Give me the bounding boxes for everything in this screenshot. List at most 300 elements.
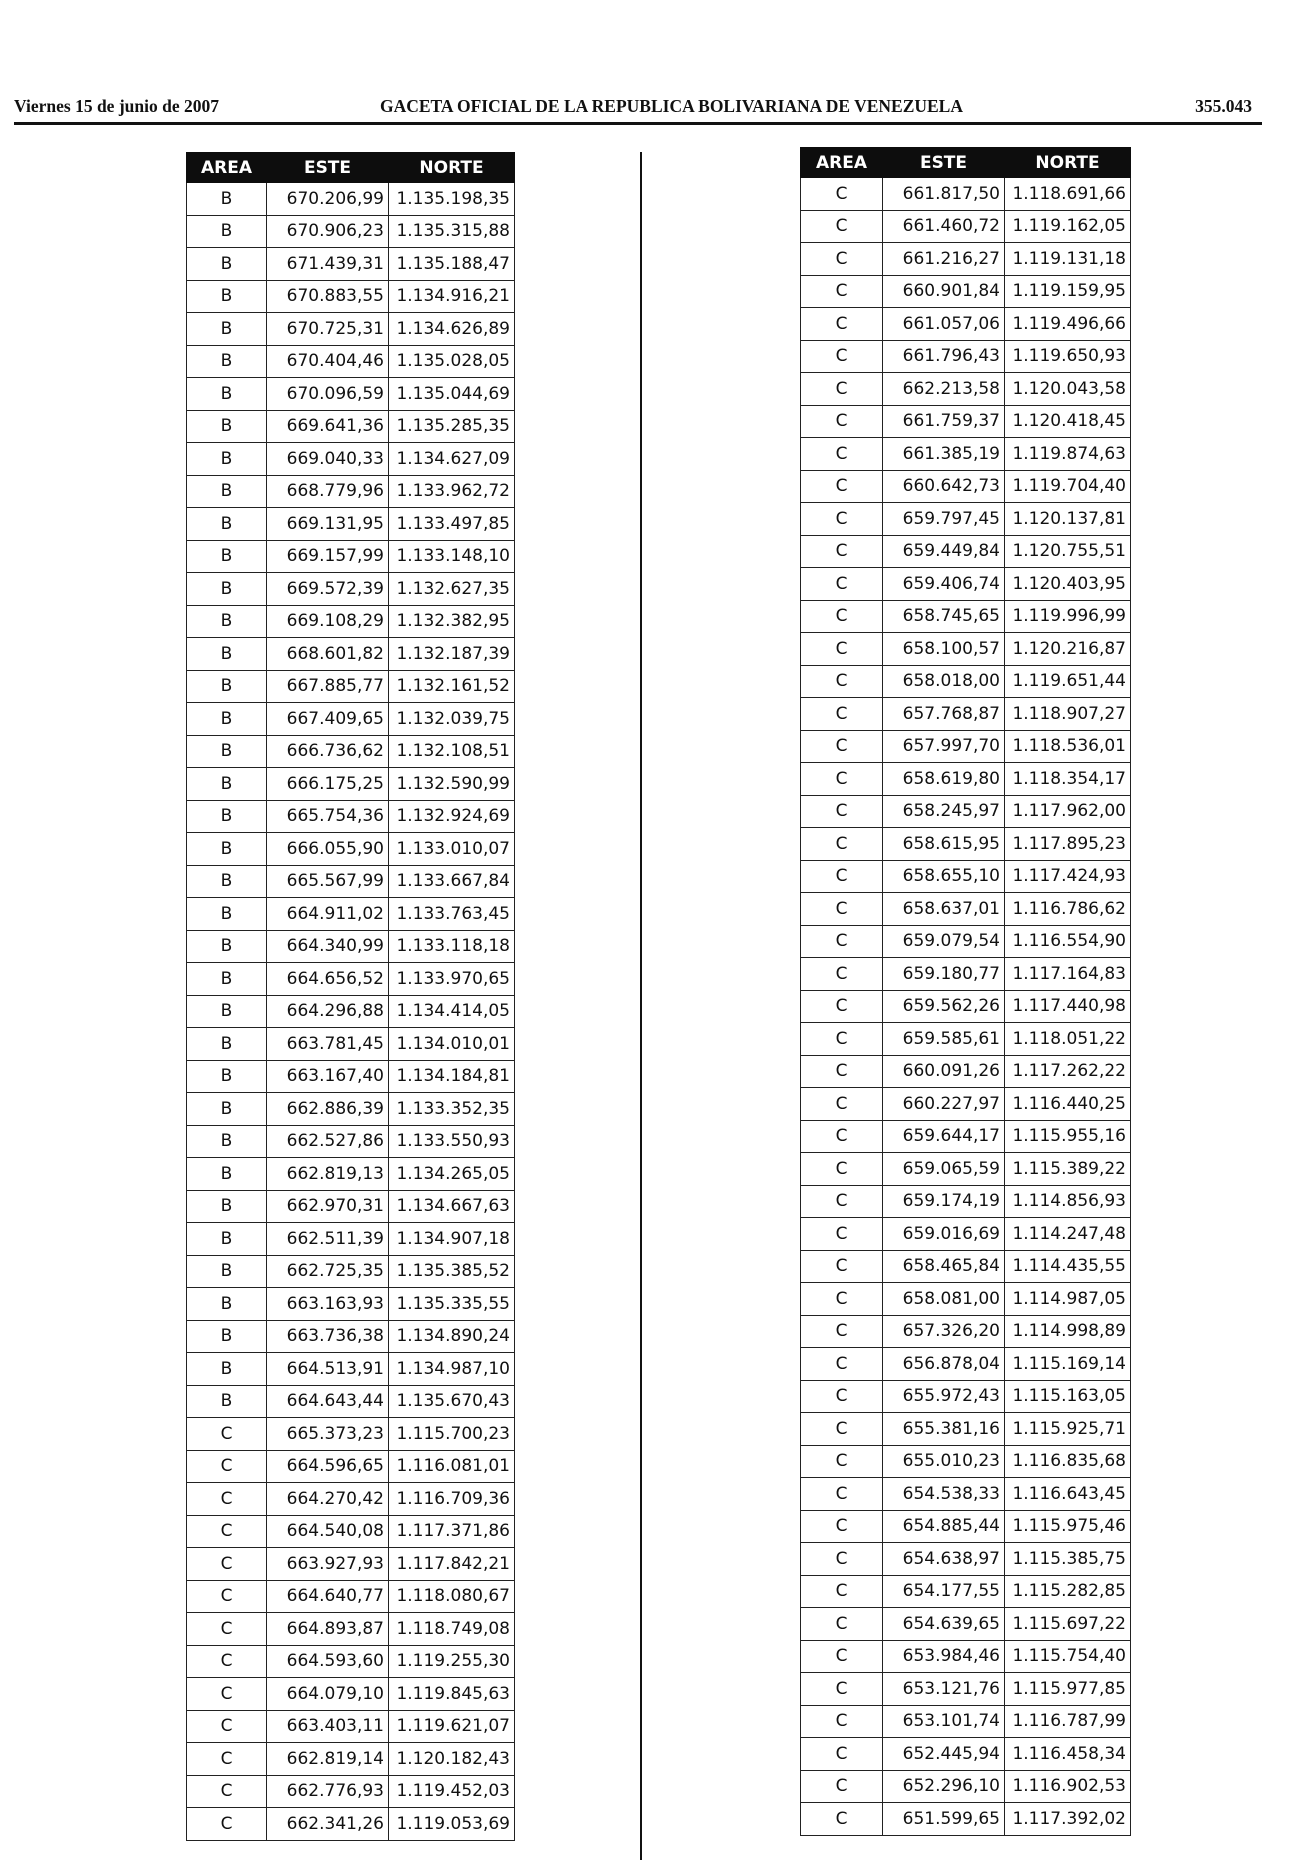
table-row <box>801 1543 1131 1576</box>
cell-area: C <box>801 340 883 373</box>
cell-este: 664.643,44 <box>267 1385 389 1418</box>
cell-este: 669.157,99 <box>267 540 389 573</box>
table-row <box>801 1250 1131 1283</box>
cell-este: 670.725,31 <box>267 313 389 346</box>
cell-area: B <box>187 1223 267 1256</box>
cell-este: 664.513,91 <box>267 1353 389 1386</box>
cell-area: C <box>801 1218 883 1251</box>
cell-area: B <box>187 670 267 703</box>
cell-norte: 1.117.164,83 <box>1005 958 1131 991</box>
cell-este: 669.131,95 <box>267 508 389 541</box>
cell-este: 669.641,36 <box>267 410 389 443</box>
cell-este: 657.326,20 <box>883 1315 1005 1348</box>
table-row <box>801 340 1131 373</box>
cell-este: 659.449,84 <box>883 535 1005 568</box>
table-row <box>801 210 1131 243</box>
cell-area: C <box>801 1673 883 1706</box>
table-row <box>801 958 1131 991</box>
table-row <box>801 990 1131 1023</box>
cell-norte: 1.132.187,39 <box>389 638 515 671</box>
cell-area: C <box>801 665 883 698</box>
table-row <box>187 378 515 411</box>
cell-este: 665.754,36 <box>267 800 389 833</box>
cell-este: 670.404,46 <box>267 345 389 378</box>
table-row <box>187 963 515 996</box>
cell-este: 664.640,77 <box>267 1580 389 1613</box>
cell-este: 656.878,04 <box>883 1348 1005 1381</box>
cell-este: 659.562,26 <box>883 990 1005 1023</box>
cell-este: 664.596,65 <box>267 1450 389 1483</box>
cell-area: C <box>187 1743 267 1776</box>
table-row <box>801 1185 1131 1218</box>
cell-norte: 1.115.282,85 <box>1005 1575 1131 1608</box>
cell-norte: 1.117.262,22 <box>1005 1055 1131 1088</box>
cell-este: 662.776,93 <box>267 1775 389 1808</box>
cell-area: C <box>801 1348 883 1381</box>
cell-area: B <box>187 963 267 996</box>
cell-este: 655.972,43 <box>883 1380 1005 1413</box>
cell-area: C <box>801 568 883 601</box>
cell-este: 668.601,82 <box>267 638 389 671</box>
cell-area: C <box>801 1088 883 1121</box>
table-row <box>187 1190 515 1223</box>
table-row <box>801 1705 1131 1738</box>
cell-area: C <box>801 763 883 796</box>
table-row <box>801 1120 1131 1153</box>
cell-area: C <box>801 1478 883 1511</box>
cell-este: 666.055,90 <box>267 833 389 866</box>
cell-este: 652.445,94 <box>883 1738 1005 1771</box>
cell-este: 658.081,00 <box>883 1283 1005 1316</box>
cell-este: 670.883,55 <box>267 280 389 313</box>
cell-norte: 1.120.755,51 <box>1005 535 1131 568</box>
cell-este: 653.121,76 <box>883 1673 1005 1706</box>
cell-area: B <box>187 1158 267 1191</box>
cell-area: B <box>187 1288 267 1321</box>
cell-norte: 1.116.709,36 <box>389 1483 515 1516</box>
cell-norte: 1.132.627,35 <box>389 573 515 606</box>
cell-norte: 1.119.996,99 <box>1005 600 1131 633</box>
cell-este: 662.341,26 <box>267 1808 389 1841</box>
cell-norte: 1.114.998,89 <box>1005 1315 1131 1348</box>
cell-este: 661.385,19 <box>883 438 1005 471</box>
cell-area: C <box>801 1803 883 1836</box>
cell-area: C <box>801 1738 883 1771</box>
cell-area: C <box>801 1283 883 1316</box>
table-row <box>187 833 515 866</box>
cell-este: 654.177,55 <box>883 1575 1005 1608</box>
table-row <box>187 898 515 931</box>
cell-area: C <box>801 1120 883 1153</box>
cell-norte: 1.134.010,01 <box>389 1028 515 1061</box>
cell-area: C <box>801 633 883 666</box>
cell-este: 659.174,19 <box>883 1185 1005 1218</box>
cell-norte: 1.116.643,45 <box>1005 1478 1131 1511</box>
cell-este: 662.511,39 <box>267 1223 389 1256</box>
cell-norte: 1.118.536,01 <box>1005 730 1131 763</box>
cell-norte: 1.133.010,07 <box>389 833 515 866</box>
cell-este: 653.101,74 <box>883 1705 1005 1738</box>
cell-norte: 1.117.962,00 <box>1005 795 1131 828</box>
table-row <box>187 865 515 898</box>
cell-area: C <box>801 1770 883 1803</box>
cell-norte: 1.115.955,16 <box>1005 1120 1131 1153</box>
table-row <box>187 1385 515 1418</box>
table-row <box>801 1608 1131 1641</box>
cell-area: C <box>801 1055 883 1088</box>
cell-este: 667.409,65 <box>267 703 389 736</box>
cell-este: 664.079,10 <box>267 1678 389 1711</box>
cell-area: B <box>187 1190 267 1223</box>
cell-este: 664.270,42 <box>267 1483 389 1516</box>
cell-norte: 1.134.626,89 <box>389 313 515 346</box>
table-row <box>187 280 515 313</box>
cell-este: 655.381,16 <box>883 1413 1005 1446</box>
cell-este: 663.163,93 <box>267 1288 389 1321</box>
cell-area: C <box>187 1645 267 1678</box>
column-header-area: AREA <box>187 153 267 183</box>
table-row <box>187 768 515 801</box>
cell-este: 664.296,88 <box>267 995 389 1028</box>
cell-area: B <box>187 995 267 1028</box>
column-header-este: ESTE <box>883 148 1005 178</box>
cell-norte: 1.116.554,90 <box>1005 925 1131 958</box>
cell-area: C <box>187 1418 267 1451</box>
cell-area: C <box>801 178 883 211</box>
cell-norte: 1.119.159,95 <box>1005 275 1131 308</box>
cell-este: 668.779,96 <box>267 475 389 508</box>
cell-norte: 1.133.763,45 <box>389 898 515 931</box>
cell-este: 664.593,60 <box>267 1645 389 1678</box>
cell-este: 658.465,84 <box>883 1250 1005 1283</box>
cell-norte: 1.135.285,35 <box>389 410 515 443</box>
cell-este: 659.644,17 <box>883 1120 1005 1153</box>
table-row <box>801 1673 1131 1706</box>
cell-norte: 1.119.162,05 <box>1005 210 1131 243</box>
cell-norte: 1.133.118,18 <box>389 930 515 963</box>
cell-area: C <box>801 860 883 893</box>
cell-este: 654.638,97 <box>883 1543 1005 1576</box>
cell-este: 662.213,58 <box>883 373 1005 406</box>
table-row <box>801 1348 1131 1381</box>
cell-este: 663.403,11 <box>267 1710 389 1743</box>
cell-area: C <box>801 828 883 861</box>
table-row <box>801 275 1131 308</box>
cell-este: 659.180,77 <box>883 958 1005 991</box>
table-row <box>801 828 1131 861</box>
cell-area: B <box>187 865 267 898</box>
cell-norte: 1.134.987,10 <box>389 1353 515 1386</box>
table-row <box>187 1223 515 1256</box>
cell-este: 667.885,77 <box>267 670 389 703</box>
cell-area: B <box>187 898 267 931</box>
cell-norte: 1.133.667,84 <box>389 865 515 898</box>
table-row <box>801 1510 1131 1543</box>
cell-norte: 1.116.787,99 <box>1005 1705 1131 1738</box>
cell-este: 659.797,45 <box>883 503 1005 536</box>
column-divider <box>640 152 642 1860</box>
table-row <box>801 730 1131 763</box>
cell-norte: 1.115.754,40 <box>1005 1640 1131 1673</box>
cell-norte: 1.119.874,63 <box>1005 438 1131 471</box>
table-row <box>801 1803 1131 1836</box>
cell-area: B <box>187 735 267 768</box>
cell-este: 657.997,70 <box>883 730 1005 763</box>
cell-este: 658.619,80 <box>883 763 1005 796</box>
cell-este: 670.906,23 <box>267 215 389 248</box>
table-row <box>801 763 1131 796</box>
cell-area: B <box>187 605 267 638</box>
cell-este: 666.736,62 <box>267 735 389 768</box>
cell-area: C <box>187 1678 267 1711</box>
cell-este: 654.885,44 <box>883 1510 1005 1543</box>
cell-este: 662.725,35 <box>267 1255 389 1288</box>
table-row <box>801 600 1131 633</box>
table-row <box>801 568 1131 601</box>
cell-area: C <box>187 1450 267 1483</box>
cell-norte: 1.118.907,27 <box>1005 698 1131 731</box>
cell-este: 664.340,99 <box>267 930 389 963</box>
table-row <box>187 1548 515 1581</box>
cell-norte: 1.117.895,23 <box>1005 828 1131 861</box>
cell-area: C <box>187 1580 267 1613</box>
cell-norte: 1.118.691,66 <box>1005 178 1131 211</box>
table-row <box>187 1288 515 1321</box>
cell-este: 669.572,39 <box>267 573 389 606</box>
cell-este: 669.108,29 <box>267 605 389 638</box>
cell-norte: 1.134.890,24 <box>389 1320 515 1353</box>
cell-area: B <box>187 248 267 281</box>
cell-area: B <box>187 930 267 963</box>
table-row <box>187 1060 515 1093</box>
cell-area: C <box>801 925 883 958</box>
cell-norte: 1.118.749,08 <box>389 1613 515 1646</box>
cell-este: 663.781,45 <box>267 1028 389 1061</box>
cell-norte: 1.119.651,44 <box>1005 665 1131 698</box>
cell-norte: 1.135.188,47 <box>389 248 515 281</box>
cell-norte: 1.134.916,21 <box>389 280 515 313</box>
cell-norte: 1.117.842,21 <box>389 1548 515 1581</box>
cell-area: B <box>187 475 267 508</box>
table-row <box>801 1315 1131 1348</box>
cell-norte: 1.117.440,98 <box>1005 990 1131 1023</box>
cell-norte: 1.117.424,93 <box>1005 860 1131 893</box>
cell-norte: 1.114.987,05 <box>1005 1283 1131 1316</box>
table-row <box>187 443 515 476</box>
cell-este: 660.091,26 <box>883 1055 1005 1088</box>
cell-este: 660.227,97 <box>883 1088 1005 1121</box>
cell-este: 661.759,37 <box>883 405 1005 438</box>
table-row <box>187 183 515 216</box>
cell-area: B <box>187 183 267 216</box>
cell-area: C <box>801 535 883 568</box>
cell-este: 665.567,99 <box>267 865 389 898</box>
cell-area: C <box>801 243 883 276</box>
cell-norte: 1.119.452,03 <box>389 1775 515 1808</box>
cell-area: C <box>801 1250 883 1283</box>
cell-area: B <box>187 378 267 411</box>
cell-area: C <box>801 698 883 731</box>
table-row <box>801 1088 1131 1121</box>
cell-norte: 1.116.786,62 <box>1005 893 1131 926</box>
cell-este: 664.911,02 <box>267 898 389 931</box>
table-row <box>187 735 515 768</box>
cell-area: C <box>801 795 883 828</box>
cell-area: C <box>801 1640 883 1673</box>
table-row <box>187 1580 515 1613</box>
cell-area: B <box>187 280 267 313</box>
cell-este: 661.216,27 <box>883 243 1005 276</box>
cell-area: C <box>187 1613 267 1646</box>
cell-este: 659.065,59 <box>883 1153 1005 1186</box>
cell-area: B <box>187 1125 267 1158</box>
cell-norte: 1.134.184,81 <box>389 1060 515 1093</box>
table-row <box>801 1283 1131 1316</box>
cell-norte: 1.115.169,14 <box>1005 1348 1131 1381</box>
cell-este: 669.040,33 <box>267 443 389 476</box>
table-row <box>187 1613 515 1646</box>
table-row <box>187 1450 515 1483</box>
cell-area: C <box>187 1808 267 1841</box>
cell-norte: 1.135.335,55 <box>389 1288 515 1321</box>
cell-norte: 1.135.385,52 <box>389 1255 515 1288</box>
cell-norte: 1.114.435,55 <box>1005 1250 1131 1283</box>
cell-norte: 1.115.697,22 <box>1005 1608 1131 1641</box>
cell-area: B <box>187 540 267 573</box>
table-row <box>801 1380 1131 1413</box>
table-row <box>801 1153 1131 1186</box>
table-row <box>187 475 515 508</box>
cell-norte: 1.132.924,69 <box>389 800 515 833</box>
column-header-este: ESTE <box>267 153 389 183</box>
table-row <box>801 535 1131 568</box>
cell-este: 659.079,54 <box>883 925 1005 958</box>
cell-area: B <box>187 1060 267 1093</box>
table-row <box>801 470 1131 503</box>
cell-area: C <box>801 1445 883 1478</box>
table-row <box>187 1483 515 1516</box>
cell-area: C <box>801 1575 883 1608</box>
cell-este: 664.656,52 <box>267 963 389 996</box>
table-row <box>187 1125 515 1158</box>
table-row <box>187 605 515 638</box>
cell-norte: 1.115.163,05 <box>1005 1380 1131 1413</box>
cell-este: 664.893,87 <box>267 1613 389 1646</box>
header-rule <box>14 122 1262 125</box>
table-row <box>187 703 515 736</box>
cell-este: 663.927,93 <box>267 1548 389 1581</box>
cell-area: B <box>187 410 267 443</box>
cell-este: 653.984,46 <box>883 1640 1005 1673</box>
cell-norte: 1.116.440,25 <box>1005 1088 1131 1121</box>
cell-norte: 1.133.550,93 <box>389 1125 515 1158</box>
cell-area: C <box>801 1023 883 1056</box>
cell-este: 658.655,10 <box>883 860 1005 893</box>
cell-norte: 1.119.255,30 <box>389 1645 515 1678</box>
table-row <box>187 573 515 606</box>
cell-este: 665.373,23 <box>267 1418 389 1451</box>
table-row <box>187 540 515 573</box>
table-row <box>187 1418 515 1451</box>
cell-este: 661.057,06 <box>883 308 1005 341</box>
cell-norte: 1.118.354,17 <box>1005 763 1131 796</box>
table-row <box>801 795 1131 828</box>
table-row <box>187 1710 515 1743</box>
cell-area: C <box>801 405 883 438</box>
cell-este: 662.970,31 <box>267 1190 389 1223</box>
cell-norte: 1.115.975,46 <box>1005 1510 1131 1543</box>
cell-este: 660.642,73 <box>883 470 1005 503</box>
cell-este: 662.819,13 <box>267 1158 389 1191</box>
cell-norte: 1.134.265,05 <box>389 1158 515 1191</box>
table-row <box>801 503 1131 536</box>
cell-este: 655.010,23 <box>883 1445 1005 1478</box>
cell-norte: 1.117.392,02 <box>1005 1803 1131 1836</box>
cell-este: 658.245,97 <box>883 795 1005 828</box>
cell-area: B <box>187 1353 267 1386</box>
column-header-norte: NORTE <box>1005 148 1131 178</box>
cell-este: 662.819,14 <box>267 1743 389 1776</box>
table-row <box>801 1023 1131 1056</box>
cell-area: C <box>801 730 883 763</box>
cell-norte: 1.135.198,35 <box>389 183 515 216</box>
cell-este: 664.540,08 <box>267 1515 389 1548</box>
cell-area: B <box>187 638 267 671</box>
table-row <box>187 1158 515 1191</box>
cell-norte: 1.114.247,48 <box>1005 1218 1131 1251</box>
cell-este: 651.599,65 <box>883 1803 1005 1836</box>
cell-norte: 1.132.161,52 <box>389 670 515 703</box>
cell-norte: 1.115.977,85 <box>1005 1673 1131 1706</box>
table-row <box>187 1808 515 1841</box>
cell-area: C <box>801 373 883 406</box>
cell-norte: 1.134.627,09 <box>389 443 515 476</box>
cell-area: B <box>187 1385 267 1418</box>
cell-norte: 1.135.315,88 <box>389 215 515 248</box>
table-row <box>187 248 515 281</box>
cell-norte: 1.116.458,34 <box>1005 1738 1131 1771</box>
cell-este: 658.018,00 <box>883 665 1005 698</box>
table-row <box>801 1640 1131 1673</box>
table-row <box>187 1320 515 1353</box>
cell-norte: 1.114.856,93 <box>1005 1185 1131 1218</box>
cell-norte: 1.120.403,95 <box>1005 568 1131 601</box>
table-row <box>187 508 515 541</box>
table-row <box>801 308 1131 341</box>
cell-este: 658.637,01 <box>883 893 1005 926</box>
cell-area: B <box>187 800 267 833</box>
cell-norte: 1.135.670,43 <box>389 1385 515 1418</box>
cell-area: C <box>801 275 883 308</box>
cell-norte: 1.133.497,85 <box>389 508 515 541</box>
table-row <box>801 1445 1131 1478</box>
table-row <box>801 405 1131 438</box>
table-row <box>187 638 515 671</box>
cell-area: B <box>187 215 267 248</box>
cell-norte: 1.133.352,35 <box>389 1093 515 1126</box>
cell-area: C <box>801 503 883 536</box>
table-row <box>801 1738 1131 1771</box>
cell-norte: 1.120.182,43 <box>389 1743 515 1776</box>
cell-area: C <box>187 1710 267 1743</box>
cell-este: 670.206,99 <box>267 183 389 216</box>
table-row <box>187 215 515 248</box>
cell-norte: 1.133.970,65 <box>389 963 515 996</box>
cell-area: B <box>187 833 267 866</box>
table-row <box>187 1255 515 1288</box>
table-row <box>801 438 1131 471</box>
cell-area: C <box>801 990 883 1023</box>
